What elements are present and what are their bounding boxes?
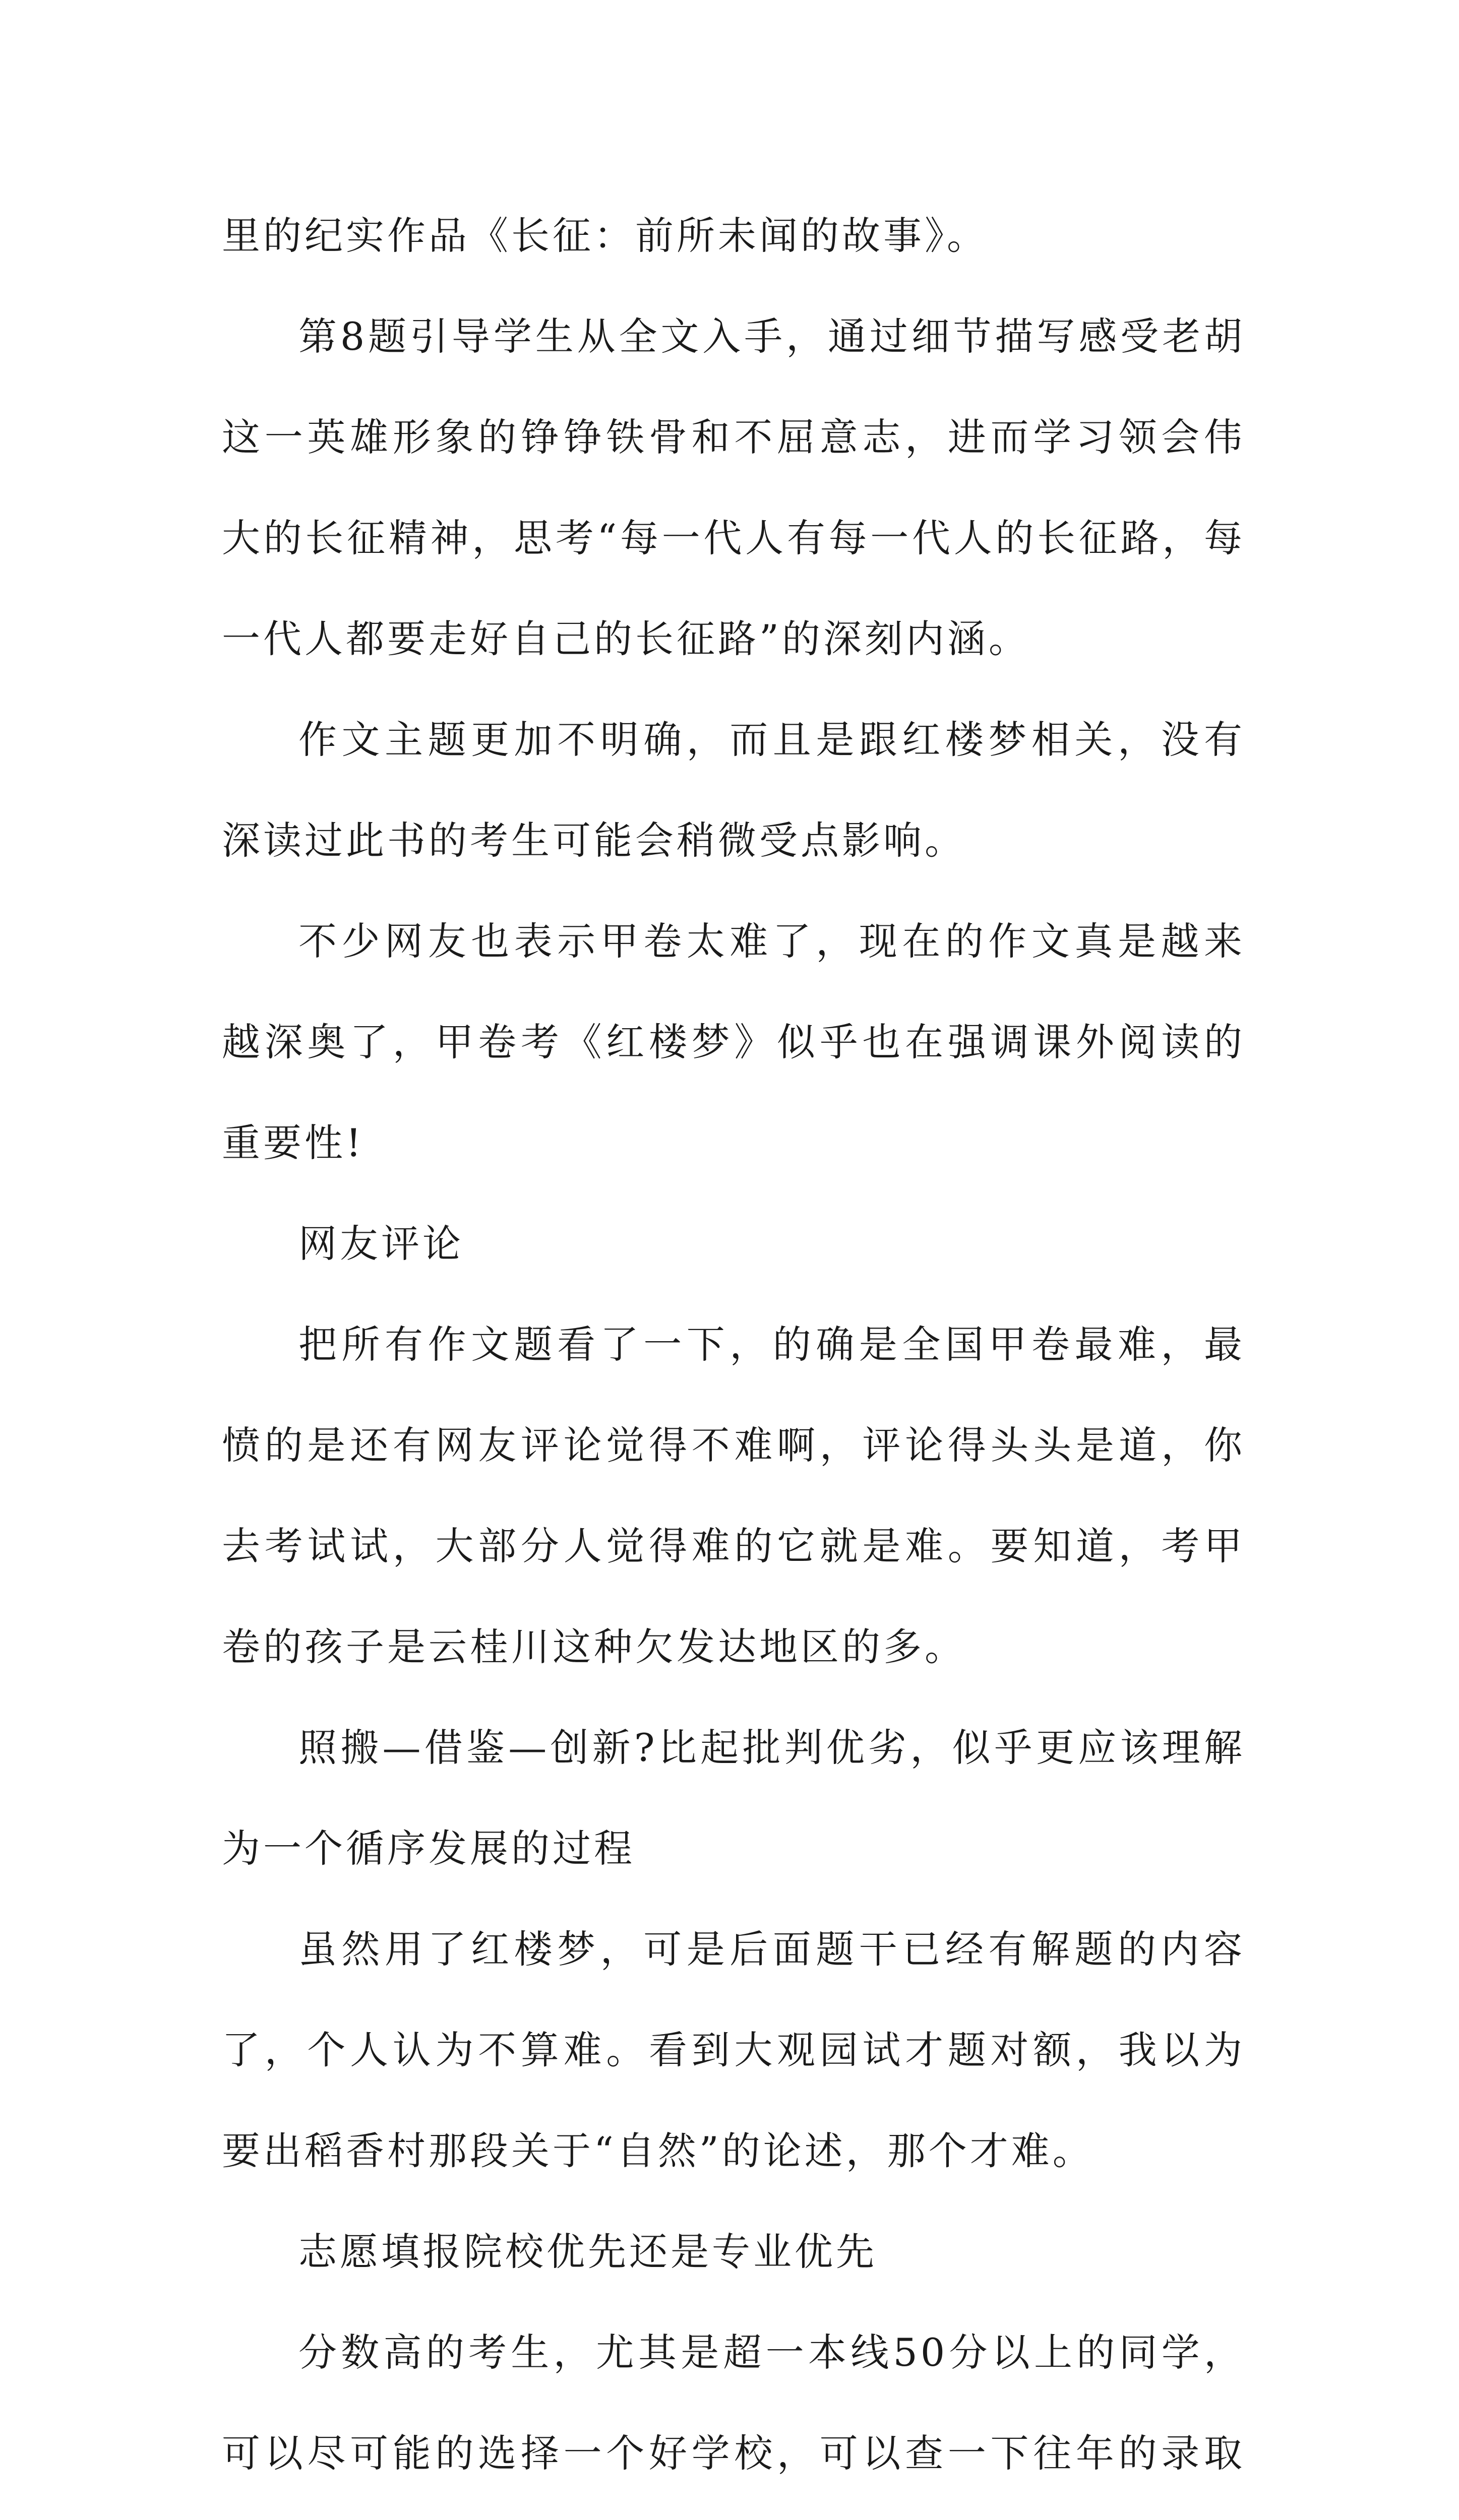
paragraph-question-8: 第8题引导学生从全文入手，通过细节描写感受老胡这一英雄形象的铮铮铁骨和不屈意志，进而学习领会伟大的长征精神，思考“每一代人有每一代人的长征路，每一代人都要走好自己的长征路”的深刻内涵。 <box>222 314 1245 661</box>
paragraph-essay-topic: 作文主题更加不明确，而且是跟红楼梦相关，没有深读过此书的考生可能会稍微受点影响。 <box>222 717 1245 863</box>
paragraph-netizen-opinion: 不少网友也表示甲卷太难了，现在的作文真是越来越深奥了，甲卷考《红楼梦》似乎也在强调课外阅读的重要性! <box>222 919 1245 1165</box>
section-heading-comments: 网友评论 <box>298 1221 464 1266</box>
paragraph-comment-1: 把所有作文题看了一下，的确是全国甲卷最难，最愤的是还有网友评论觉得不难啊，评论得头头是道，你去考试试，大部分人觉得难的它就是难。要知道，考甲卷的孩子是云桂川这种欠发达地区的多。 <box>222 1322 1245 1669</box>
section-heading-application: 志愿填报院校优先还是专业优先 <box>298 2229 877 2274</box>
paragraph-comment-3: 虽然用了红楼梦，可是后面题干已经有解题的内容了，个人认为不算难。看到大观园试才题对额，我以为要出稻香村那段关于“自然”的论述，那个才难。 <box>222 1927 1245 2173</box>
paragraph-comment-2: 照搬—借鉴—创新?比起批判优劣，似乎更应该理解为一个循序发展的过程 <box>222 1725 1245 1871</box>
document-body <box>222 185 1245 2520</box>
paragraph-application-advice: 分数高的考生，尤其是超一本线50分以上的同学，可以尽可能的选择一个好学校，可以查一下往年的录取 <box>222 2330 1245 2476</box>
paragraph-continuation: 里的纪实作品《长征：前所未闻的故事》。 <box>222 213 988 258</box>
